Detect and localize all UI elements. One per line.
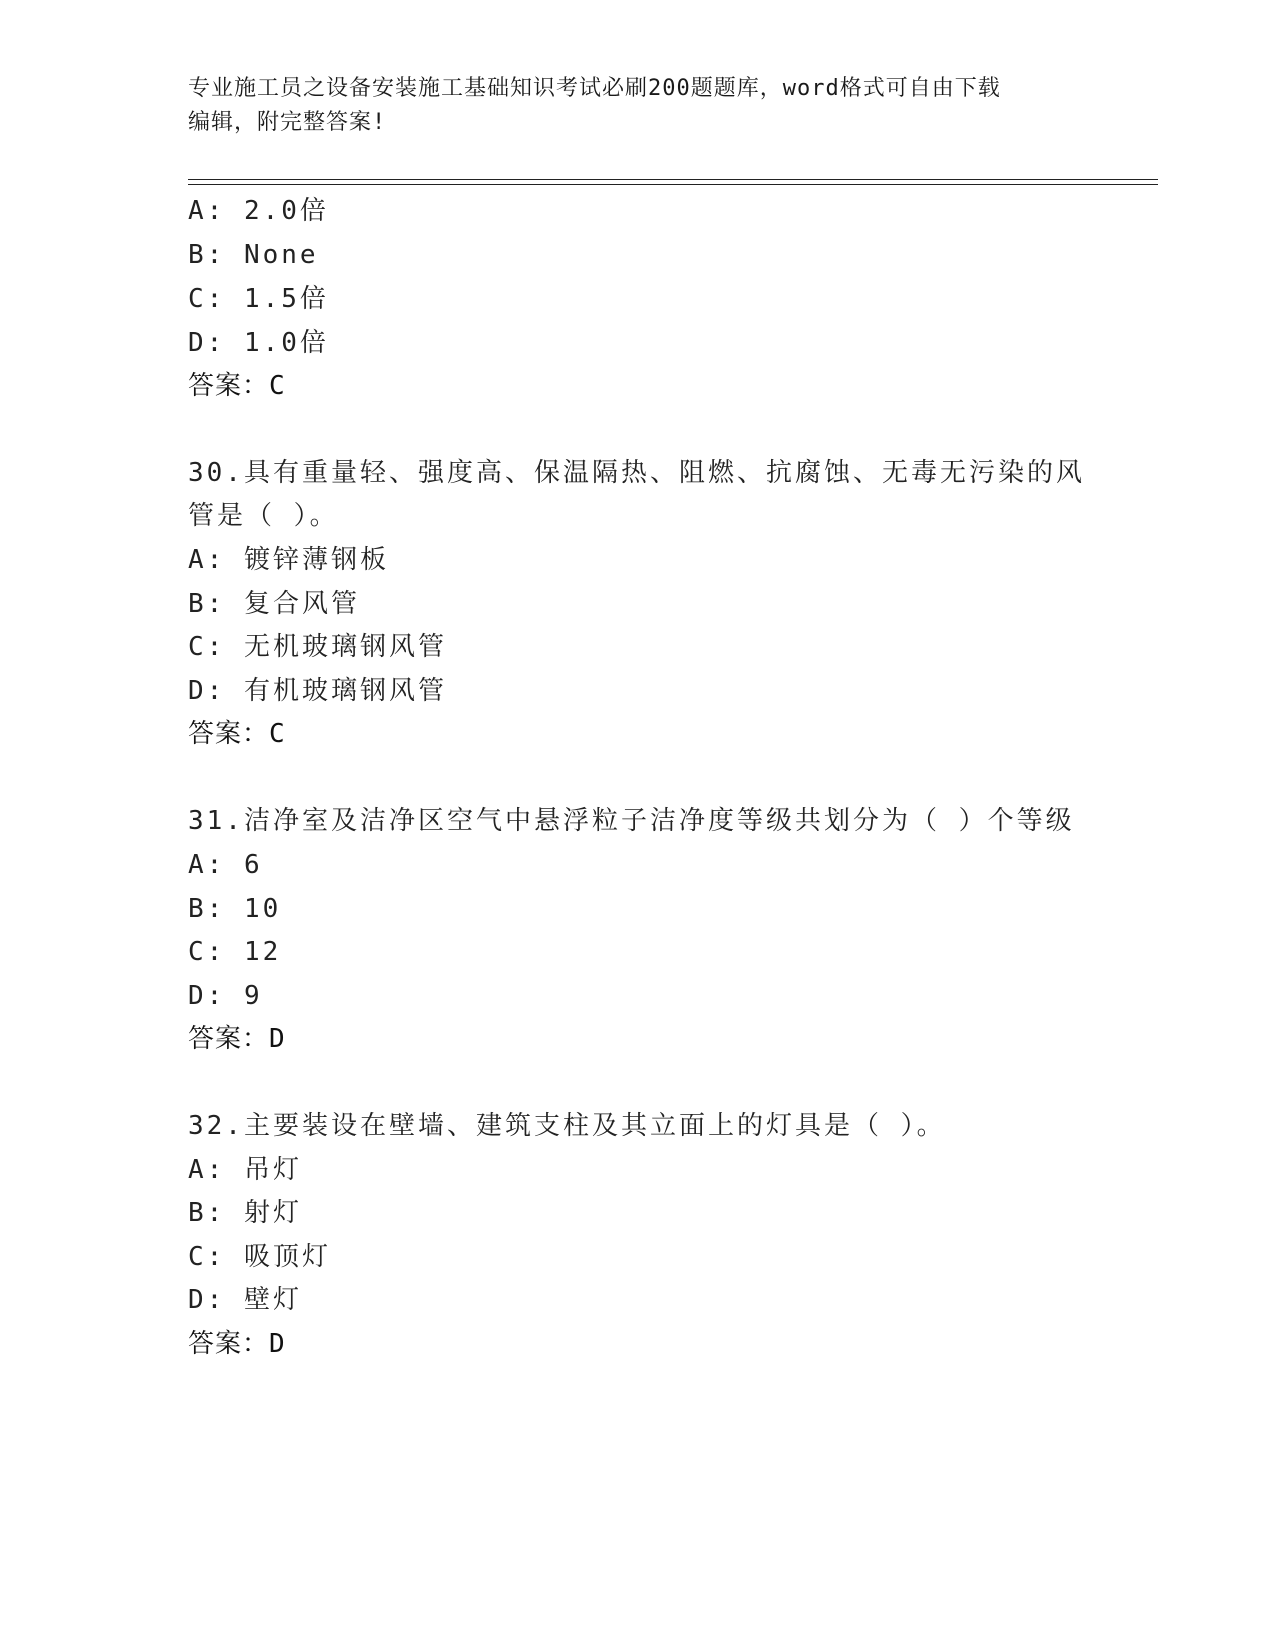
question-stem-line-1: 31.洁净室及洁净区空气中悬浮粒子洁净度等级共划分为（ ）个等级	[188, 806, 1075, 836]
header-line-2: 编辑，附完整答案!	[188, 110, 387, 135]
answer-value: D	[269, 1329, 286, 1359]
question-stem-line-1: 32.主要装设在壁墙、建筑支柱及其立面上的灯具是（ ）。	[188, 1111, 946, 1141]
answer-value: D	[269, 1024, 286, 1054]
header-rule-top	[188, 179, 1158, 180]
answer-label: 答案：	[188, 1329, 270, 1359]
question-stem-line-2: 管是（ ）。	[188, 501, 339, 531]
option-c: C: 吸顶灯	[188, 1242, 331, 1272]
question-stem-line-1: 30.具有重量轻、强度高、保温隔热、阻燃、抗腐蚀、无毒无污染的风	[188, 458, 1085, 488]
answer-label: 答案：	[188, 1024, 270, 1054]
answer-line	[188, 1327, 286, 1361]
option-c: C: 1.5倍	[188, 284, 329, 314]
option-b: B: None	[188, 240, 319, 270]
option-b: B: 10	[188, 894, 282, 924]
option-b: B: 复合风管	[188, 589, 360, 619]
option-a: A: 吊灯	[188, 1155, 302, 1185]
option-a: A: 镀锌薄钢板	[188, 545, 389, 575]
answer-line	[188, 717, 286, 751]
answer-value: C	[269, 371, 286, 401]
option-b: B: 射灯	[188, 1198, 302, 1228]
option-a: A: 6	[188, 850, 263, 880]
option-c: C: 12	[188, 937, 282, 967]
option-c: C: 无机玻璃钢风管	[188, 632, 447, 662]
option-d: D: 壁灯	[188, 1285, 302, 1315]
option-d: D: 9	[188, 981, 263, 1011]
header-rule-bottom	[188, 184, 1158, 185]
answer-label: 答案：	[188, 371, 270, 401]
document-header	[188, 72, 1088, 140]
answer-line	[188, 1022, 286, 1056]
header-line-1: 专业施工员之设备安装施工基础知识考试必刷200题题库，word格式可自由下载	[188, 76, 1001, 101]
option-d: D: 1.0倍	[188, 328, 329, 358]
option-d: D: 有机玻璃钢风管	[188, 676, 447, 706]
answer-line	[188, 369, 286, 403]
answer-value: C	[269, 719, 286, 749]
answer-label: 答案：	[188, 719, 270, 749]
option-a: A: 2.0倍	[188, 196, 329, 226]
